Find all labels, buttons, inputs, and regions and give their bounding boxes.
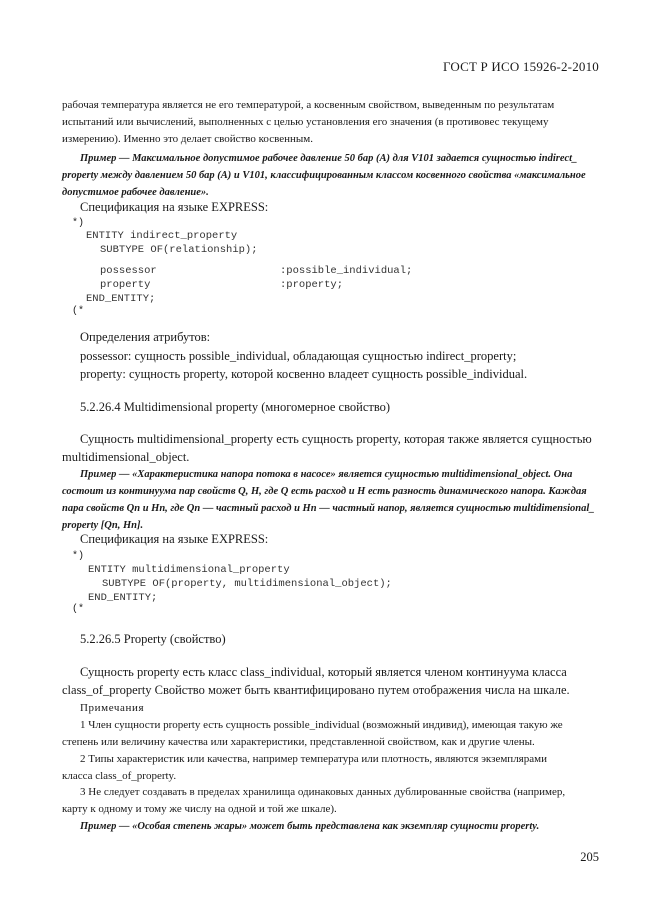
note-line: карту к одному и тому же числу на одной и той же шкале). xyxy=(62,803,337,815)
note-line: степень или величину качества или характеристики, представленной свойством, как и другие члены. xyxy=(62,736,535,748)
code-subtype: SUBTYPE OF(relationship); xyxy=(100,244,258,256)
example-line: Пример — «Особая степень жары» может быть представлена как экземпляр сущности property. xyxy=(80,821,540,832)
code-attr-name: property xyxy=(100,279,151,291)
express-open-marker: *) xyxy=(72,551,85,562)
express-open-marker: *) xyxy=(72,218,85,229)
code-attr-type: :property; xyxy=(280,279,344,291)
example-line: допустимое рабочее давление». xyxy=(62,187,209,198)
note-line: класса class_of_property. xyxy=(62,770,177,782)
note-line: 1 Член сущности property есть сущность possible_individual (возможный индивид), имеющая такую же xyxy=(80,719,563,731)
page-number: 205 xyxy=(580,850,599,864)
section-heading: 5.2.26.4 Multidimensional property (многомерное свойство) xyxy=(80,400,391,414)
express-close-marker: (* xyxy=(72,306,85,317)
code-end-entity: END_ENTITY; xyxy=(86,293,156,305)
code-attr-type: :possible_individual; xyxy=(280,265,413,277)
note-line: 3 Не следует создавать в пределах хранилища одинаковых данных дублированные свойства (например, xyxy=(80,786,566,798)
code-subtype: SUBTYPE OF(property, multidimensional_object); xyxy=(102,578,392,590)
paragraph-line: рабочая температура является не его температурой, а косвенным свойством, выведенным по результатам xyxy=(62,99,555,111)
attr-def: possessor: сущность possible_individual, обладающая сущностью indirect_property; xyxy=(80,349,517,363)
document-header: ГОСТ Р ИСО 15926-2-2010 xyxy=(442,59,599,74)
code-entity: ENTITY multidimensional_property xyxy=(88,564,290,576)
code-end-entity: END_ENTITY; xyxy=(88,592,158,604)
paragraph-line: class_of_property Свойство может быть квантифицировано путем отображения числа на шкале. xyxy=(62,683,570,697)
example-line: Пример — «Характеристика напора потока в насосе» является сущностью multidimensional_object. Она xyxy=(80,469,573,480)
paragraph-line: измерению). Именно это делает свойство косвенным. xyxy=(62,133,313,145)
express-close-marker: (* xyxy=(72,604,85,615)
code-entity: ENTITY indirect_property xyxy=(86,230,238,242)
example-line: property [Qn, Hn]. xyxy=(62,520,144,531)
paragraph-line: испытаний или вычислений, выполненных с целью установления его значения (в противовес текущему xyxy=(62,116,549,128)
example-line: Пример — Максимальное допустимое рабочее давление 50 бар (А) для V101 задается сущностью indirect_ xyxy=(80,153,578,164)
notes-title: Примечания xyxy=(80,702,145,714)
example-line: пара свойств Qn и Hn, где Qn — частный расход и Hn — частный напор, является сущностью multidimensional_ xyxy=(62,503,595,514)
express-spec-label: Спецификация на языке EXPRESS: xyxy=(80,200,269,214)
code-attr-name: possessor xyxy=(100,265,157,277)
section-heading: 5.2.26.5 Property (свойство) xyxy=(80,632,226,646)
paragraph-line: Сущность property есть класс class_individual, который является членом континуума класса xyxy=(80,665,567,679)
example-line: состоит из континуума пар свойств Q, H, где Q есть расход и H есть разность динамического напора. Каждая xyxy=(62,486,587,497)
express-spec-label: Спецификация на языке EXPRESS: xyxy=(80,532,269,546)
attr-def: property: сущность property, которой косвенно владеет сущность possible_individual. xyxy=(80,367,528,381)
paragraph-line: Сущность multidimensional_property есть сущность property, которая также является сущностью xyxy=(80,432,592,446)
note-line: 2 Типы характеристик или качества, например температура или плотность, являются экземплярами xyxy=(80,753,547,765)
paragraph-line: multidimensional_object. xyxy=(62,450,190,464)
attr-defs-title: Определения атрибутов: xyxy=(80,330,211,344)
example-line: property между давлением 50 бар (А) и V101, классифицированным классом косвенного свойства «максимальное xyxy=(62,170,586,181)
